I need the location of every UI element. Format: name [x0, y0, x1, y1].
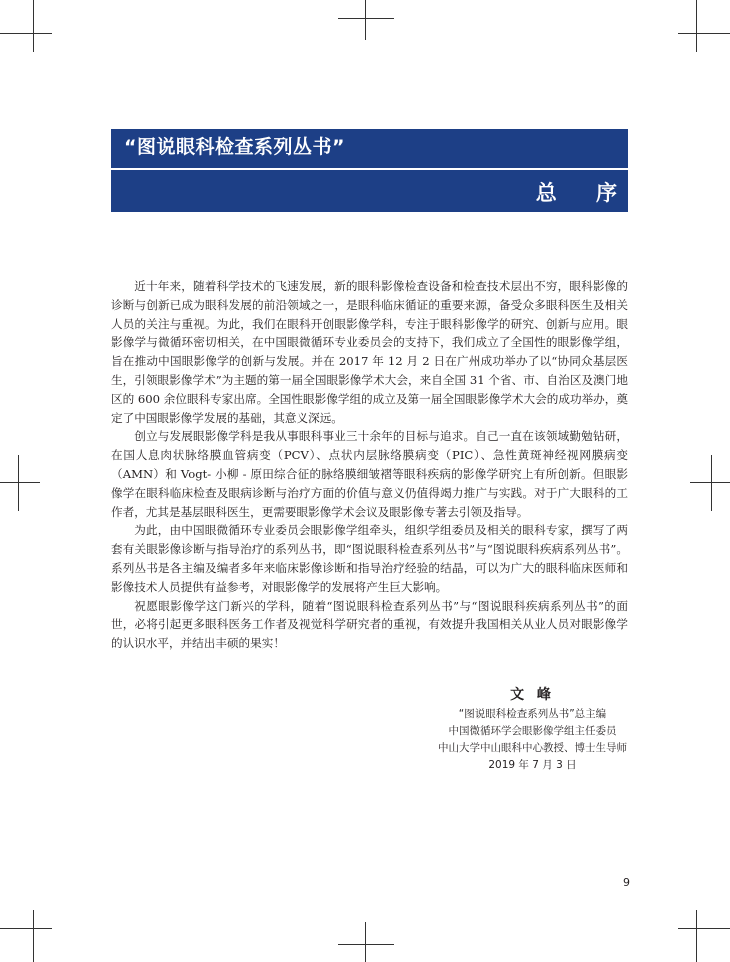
crop-mark: [365, 0, 366, 40]
crop-mark: [0, 482, 40, 483]
signature-block: [438, 684, 627, 774]
paragraph: 近十年来，随着科学技术的飞速发展，新的眼科影像检查设备和检查技术层出不穷，眼科影像的诊断与创新已成为眼科发展的前沿领域之一，是眼科临床循证的重要来源，备受众多眼科医生及相关人员的关注与重视。为此，我们在眼科开创眼影像学科，专注于眼科影像学的研究、创新与应用。眼影像学与微循环密切相关，在中国眼微循环专业委员会的支持下，我们成立了全国性的眼影像学组，旨在推动中国眼影像学的创新与发展。并在 2017 年 12 月 2 日在广州成功举办了以“协同众基层医生，引领眼影像学术”为主题的第一届全国眼影像学术大会，来自全国 31 个省、市、自治区及澳门地区的 600 余位眼科专家出席。全国性眼影像学组的成立及第一届全国眼影像学术大会的成功举办，奠定了中国眼影像学发展的基础，其意义深远。: [111, 279, 628, 425]
series-title: “图说眼科检查系列丛书”: [124, 136, 345, 158]
crop-mark: [338, 18, 394, 19]
author-title-line: 中山大学中山眼科中心教授、博士生导师: [438, 742, 627, 754]
paragraph: 创立与发展眼影像学科是我从事眼科事业三十余年的目标与追求。自己一直在该领域勤勉钻研，在国人息肉状脉络膜血管病变（PCV）、点状内层脉络膜病变（PIC）、急性黄斑神经视网膜病变（AMN）和 Vogt- 小柳 - 原田综合征的脉络膜细皱褶等眼科疾病的影像学研究上有所创新。但眼影像学在眼科临床检查及眼病诊断与治疗方面的价值与意义仍值得竭力推广与实践。对于广大眼科的工作者，尤其是基层眼科医生，更需要眼影像学术会议及眼影像专著去引领及指导。: [111, 429, 628, 519]
crop-mark: [696, 0, 697, 52]
author-title-line: 中国微循环学会眼影像学组主任委员: [448, 725, 617, 737]
preface-body: [111, 277, 628, 653]
crop-mark: [678, 928, 730, 929]
paragraph: 为此，由中国眼微循环专业委员会眼影像学组牵头，组织学组委员及相关的眼科专家，撰写了两套有关眼影像诊断与指导治疗的系列丛书，即“图说眼科检查系列丛书”与“图说眼科疾病系列丛书”。系列丛书是各主编及编者多年来临床影像诊断和指导治疗经验的结晶，可以为广大的眼科临床医师和影像技术人员提供有益参考，对眼影像学的发展将产生巨大影响。: [111, 523, 628, 594]
crop-mark: [0, 33, 52, 34]
section-title: 总 序: [535, 181, 633, 205]
crop-mark: [696, 910, 697, 962]
crop-mark: [365, 922, 366, 962]
crop-mark: [690, 482, 730, 483]
banner-divider: [111, 168, 628, 170]
crop-mark: [678, 33, 730, 34]
crop-mark: [0, 928, 52, 929]
crop-mark: [33, 910, 34, 962]
crop-mark: [33, 0, 34, 52]
page-number: 9: [623, 876, 630, 889]
author-name: 文 峰: [510, 687, 555, 703]
paragraph: 祝愿眼影像学这门新兴的学科，随着“图说眼科检查系列丛书”与“图说眼科疾病系列丛书”的面世，必将引起更多眼科医务工作者及视觉科学研究者的重视，有效提升我国相关从业人员对眼影像学的认识水平，并结出丰硕的果实！: [111, 598, 628, 651]
author-title-line: “图说眼科检查系列丛书”总主编: [458, 708, 607, 720]
crop-mark: [18, 455, 19, 511]
crop-mark: [338, 944, 394, 945]
signature-date: 2019 年 7 月 3 日: [488, 759, 577, 771]
crop-mark: [711, 455, 712, 511]
